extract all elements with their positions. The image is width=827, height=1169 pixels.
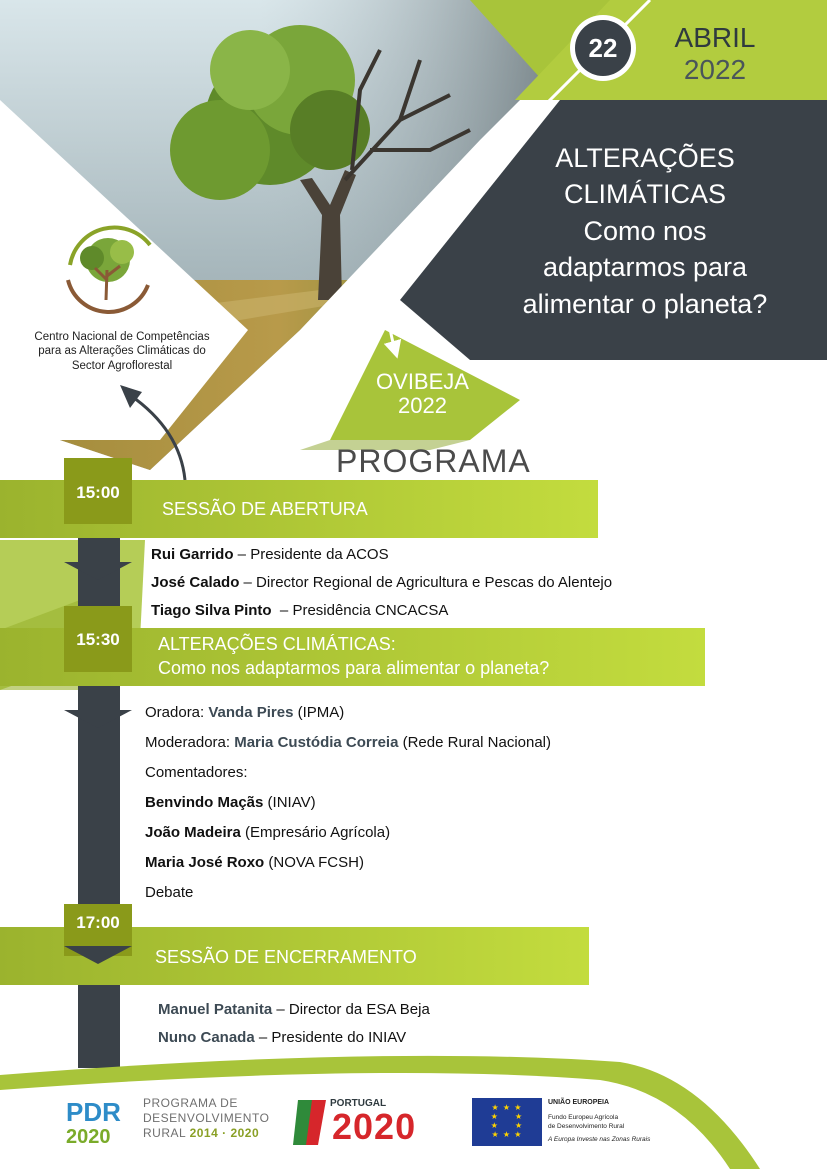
pdr-line: PROGRAMA DE <box>143 1096 238 1110</box>
session-time: 15:30 <box>76 630 120 649</box>
comentadores-label: Comentadores: <box>145 764 248 781</box>
debate-line: Debate <box>145 884 194 901</box>
title-line: CLIMÁTICAS <box>563 179 727 210</box>
title-line: ALTERAÇÕES <box>555 143 735 173</box>
oradora-line <box>145 704 344 721</box>
organizer-line: Centro Nacional de Competências <box>34 331 210 343</box>
portugal-label: PORTUGAL <box>330 1098 387 1109</box>
speaker-role: – Presidência CNCACSA <box>271 602 449 619</box>
title-line: Como nos <box>583 215 707 246</box>
moderadora-line <box>145 734 551 751</box>
eu-line: de Desenvolvimento Rural <box>548 1123 625 1131</box>
organizer-name <box>0 330 244 373</box>
title-line: adaptarmos para <box>542 252 748 283</box>
timeline-bar <box>78 520 120 1068</box>
comentador-name: Maria José Roxo <box>145 854 265 871</box>
organizer-line: Sector Agroflorestal <box>71 359 173 372</box>
event-title <box>470 140 820 322</box>
session-title: SESSÃO DE ABERTURA <box>162 499 368 519</box>
session-time: 15:00 <box>76 483 120 502</box>
speaker-name: Tiago Silva Pinto <box>151 602 272 619</box>
speaker-line <box>151 574 612 591</box>
venue-year: 2022 <box>398 392 447 418</box>
session-title <box>158 632 549 681</box>
comentador-name: Benvindo Maçãs <box>145 794 264 811</box>
org: (Empresário Agrícola) <box>240 824 391 841</box>
org: (NOVA FCSH) <box>264 854 364 871</box>
moderadora-name: Maria Custódia Correia <box>234 734 399 751</box>
svg-text:2020: 2020 <box>66 1126 111 1148</box>
event-month: ABRIL <box>674 22 756 53</box>
event-year: 2022 <box>683 54 747 86</box>
eu-stars: ★ ★ ★ ★ ★ ★ ★ ★ ★ ★ <box>490 1103 524 1139</box>
speaker-role: – Presidente do INIAV <box>254 1029 407 1046</box>
svg-text:PDR: PDR <box>66 1097 121 1127</box>
programa-heading: PROGRAMA <box>336 443 531 479</box>
eu-line: Fundo Europeu Agrícola <box>548 1113 619 1121</box>
org: (IPMA) <box>293 704 345 721</box>
oradora-name: Vanda Pires <box>208 704 294 721</box>
speaker-role: – Director Regional de Agricultura e Pescas do Alentejo <box>239 574 613 591</box>
org: (Rede Rural Nacional) <box>398 734 552 751</box>
comentador-line <box>145 854 364 871</box>
session-subtitle: Como nos adaptarmos para alimentar o planeta? <box>158 658 550 679</box>
label: Oradora: <box>145 704 209 721</box>
speaker-name: Rui Garrido <box>151 546 234 563</box>
comentador-name: João Madeira <box>145 824 241 841</box>
session-title: SESSÃO DE ENCERRAMENTO <box>155 947 417 967</box>
eu-text <box>548 1098 650 1145</box>
pdr-line: DESENVOLVIMENTO <box>143 1111 270 1125</box>
organizer-line: para as Alterações Climáticas do <box>38 345 206 358</box>
label: Moderadora: <box>145 734 235 751</box>
title-line: alimentar o planeta? <box>522 288 768 319</box>
pdr-years: 2014 · 2020 <box>189 1126 260 1140</box>
speaker-line <box>151 602 448 619</box>
eu-slogan: A Europa Investe nas Zonas Rurais <box>548 1136 651 1143</box>
speaker-name: Nuno Canada <box>158 1029 255 1046</box>
pdr-program-text <box>143 1096 269 1141</box>
comentador-line <box>145 824 390 841</box>
speaker-role: – Presidente da ACOS <box>233 546 389 563</box>
comentador-line <box>145 794 316 811</box>
pdr-rural: RURAL <box>143 1126 190 1140</box>
venue <box>355 370 490 418</box>
session-title-line: ALTERAÇÕES CLIMÁTICAS: <box>158 634 396 654</box>
speaker-line <box>158 1029 406 1046</box>
speaker-line <box>158 1001 430 1018</box>
speaker-role: – Director da ESA Beja <box>272 1001 430 1018</box>
speaker-name: Manuel Patanita <box>158 1001 273 1018</box>
portugal-year: 2020 <box>332 1106 417 1147</box>
venue-name: OVIBEJA <box>376 369 469 394</box>
event-month-year <box>660 22 770 86</box>
speaker-line <box>151 546 389 563</box>
eu-title: UNIÃO EUROPEIA <box>548 1099 610 1106</box>
org: (INIAV) <box>263 794 316 811</box>
speaker-name: José Calado <box>151 574 240 591</box>
event-day: 22 <box>588 32 618 63</box>
session-time: 17:00 <box>76 913 120 932</box>
pdr-line <box>143 1126 269 1141</box>
